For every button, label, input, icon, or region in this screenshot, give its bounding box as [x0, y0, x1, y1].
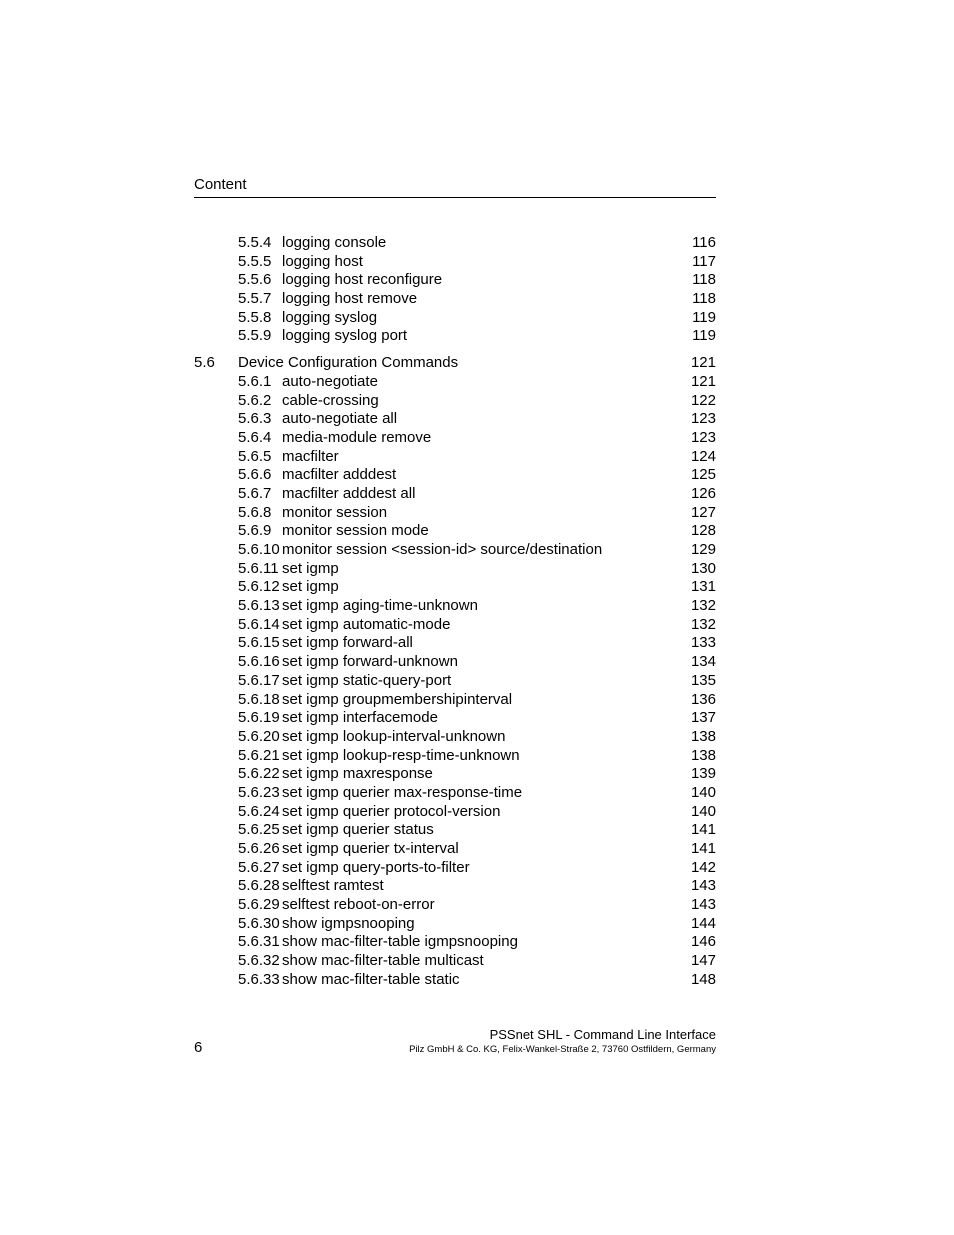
- toc-entry-number: 5.6.6: [238, 466, 272, 484]
- toc-entry-page: 144: [690, 914, 716, 932]
- toc-entry: [194, 253, 716, 272]
- toc-entry-title: set igmp querier status: [282, 821, 434, 839]
- toc-entry-title: show mac-filter-table static: [282, 970, 460, 988]
- toc-entry: [194, 578, 716, 597]
- toc-entry: [194, 271, 716, 290]
- toc-entry-number: 5.5.5: [238, 252, 272, 270]
- toc-entry-number: 5.6.18: [238, 690, 280, 708]
- toc-entry: [194, 672, 716, 691]
- toc-entry-number: 5.6.22: [238, 765, 280, 783]
- toc-entry-title: media-module remove: [282, 428, 432, 446]
- toc-entry-page: 143: [690, 877, 716, 895]
- toc-entry: [194, 803, 716, 822]
- toc-entry: [194, 309, 716, 328]
- toc-entry-title: set igmp querier protocol-version: [282, 802, 501, 820]
- toc-entry: [194, 234, 716, 253]
- toc-entry-number: 5.6.28: [238, 877, 280, 895]
- toc-entry: [194, 952, 716, 971]
- toc-entry-number: 5.6.5: [238, 447, 272, 465]
- toc-entry-number: 5.5.9: [238, 327, 272, 345]
- toc-entry: [194, 691, 716, 710]
- toc-entry-page: 121: [690, 354, 716, 372]
- toc-entry-title: set igmp forward-all: [282, 634, 413, 652]
- toc-entry-page: 117: [692, 252, 716, 270]
- toc-entry-page: 140: [690, 802, 716, 820]
- toc-entry-title: set igmp query-ports-to-filter: [282, 858, 470, 876]
- toc-entry: [194, 747, 716, 766]
- toc-entry-page: 141: [690, 821, 716, 839]
- toc-entry-page: 148: [690, 970, 716, 988]
- toc-entry: [194, 597, 716, 616]
- toc-entry: [194, 784, 716, 803]
- toc-entry-page: 135: [690, 671, 716, 689]
- toc-entry-number: 5.6.31: [238, 933, 280, 951]
- toc-entry-number: 5.6.9: [238, 522, 272, 540]
- toc-entry-title: show igmpsnooping: [282, 914, 415, 932]
- toc-entry-page: 136: [690, 690, 716, 708]
- toc-entry-number: 5.6.20: [238, 727, 280, 745]
- toc-entry: [194, 541, 716, 560]
- toc-entry-title: monitor session: [282, 503, 388, 521]
- toc-entry-page: 132: [690, 597, 716, 615]
- toc-entry-title: show mac-filter-table multicast: [282, 952, 484, 970]
- toc-entry-title: set igmp automatic-mode: [282, 615, 451, 633]
- toc-entry-number: 5.6.19: [238, 709, 280, 727]
- toc-entry-number: 5.6.25: [238, 821, 280, 839]
- toc-entry: [194, 290, 716, 309]
- toc-entry-page: 118: [692, 290, 716, 308]
- toc-entry-number: 5.6.8: [238, 503, 272, 521]
- toc-entry-page: 123: [690, 410, 716, 428]
- toc-entry-title: monitor session <session-id> source/destination: [282, 541, 603, 558]
- toc-entry: [194, 392, 716, 411]
- toc-entry: [194, 915, 716, 934]
- toc-entry-title: logging host remove: [282, 290, 418, 308]
- toc-entry: [194, 971, 716, 990]
- toc-entry-title: set igmp lookup-interval-unknown: [282, 727, 506, 745]
- toc-entry-title: selftest ramtest: [282, 877, 384, 895]
- toc-entry-number: 5.6.12: [238, 578, 280, 596]
- toc-entry: [194, 840, 716, 859]
- toc-entry-page: 132: [690, 615, 716, 633]
- toc-entry: [194, 504, 716, 523]
- toc-entry: [194, 933, 716, 952]
- toc-entry-page: 127: [690, 503, 716, 521]
- footer: [409, 1027, 716, 1056]
- toc-entry-title: set igmp querier max-response-time: [282, 783, 523, 801]
- toc-entry-number: 5.6.7: [238, 484, 272, 502]
- header-title: Content: [194, 176, 247, 193]
- toc-entry-title: set igmp lookup-resp-time-unknown: [282, 746, 520, 764]
- toc-entry-page: 130: [690, 559, 716, 577]
- toc-entry-title: show mac-filter-table igmpsnooping: [282, 933, 518, 951]
- toc-entry-number: 5.6: [194, 354, 215, 372]
- toc-entry-page: 146: [690, 933, 716, 951]
- toc-entry-page: 128: [690, 522, 716, 540]
- toc-entry-number: 5.6.14: [238, 615, 280, 633]
- toc-entry-number: 5.6.21: [238, 746, 280, 764]
- toc-entry-page: 123: [690, 428, 716, 446]
- toc-entry-number: 5.6.30: [238, 914, 280, 932]
- toc-entry-page: 141: [690, 840, 716, 857]
- toc-entry-title: auto-negotiate: [282, 372, 378, 390]
- toc-entry: [194, 821, 716, 840]
- toc-entry-title: logging syslog: [282, 308, 378, 326]
- toc-entry-number: 5.6.1: [238, 372, 272, 390]
- toc-entry-title: set igmp forward-unknown: [282, 653, 458, 671]
- toc-entry-number: 5.6.33: [238, 970, 280, 988]
- footer-address: Pilz GmbH & Co. KG, Felix-Wankel-Straße 2, 73760 Ostfildern, Germany: [409, 1044, 716, 1055]
- toc-entry-page: 126: [690, 484, 716, 502]
- toc-entry-page: 133: [690, 634, 716, 652]
- toc-entry-number: 5.6.11: [238, 559, 279, 577]
- toc-entry-page: 140: [690, 783, 716, 801]
- toc-entry-page: 125: [690, 466, 716, 484]
- toc-entry-title: Device Configuration Commands: [238, 354, 459, 372]
- toc-entry-title: macfilter adddest: [282, 466, 397, 484]
- toc-entry-title: logging host reconfigure: [282, 271, 443, 289]
- toc-entry-title: set igmp: [282, 559, 339, 577]
- toc-entry-page: 119: [692, 327, 716, 345]
- footer-document-title: PSSnet SHL - Command Line Interface: [489, 1027, 716, 1042]
- toc-entry-title: set igmp aging-time-unknown: [282, 597, 478, 615]
- toc-entry: [194, 709, 716, 728]
- toc-entry: [194, 522, 716, 541]
- toc-entry: [194, 634, 716, 653]
- toc-entry-title: set igmp maxresponse: [282, 765, 433, 783]
- toc-entry-page: 138: [690, 746, 716, 764]
- toc-entry-title: set igmp interfacemode: [282, 709, 438, 727]
- toc-entry-number: 5.6.32: [238, 952, 280, 970]
- toc-entry-number: 5.6.29: [238, 896, 280, 914]
- toc-entry-number: 5.5.7: [238, 290, 272, 308]
- toc-entry: [194, 466, 716, 485]
- toc-entry: [194, 485, 716, 504]
- toc-entry-page: 139: [690, 765, 716, 783]
- toc-entry: [194, 728, 716, 747]
- toc-entry-page: 124: [690, 447, 716, 465]
- toc-entry: [194, 616, 716, 635]
- toc-entry-page: 131: [690, 578, 716, 596]
- toc-entry-title: macfilter adddest all: [282, 484, 416, 502]
- toc-entry-page: 118: [692, 271, 716, 289]
- toc-entry-number: 5.6.23: [238, 783, 280, 801]
- toc-entry-number: 5.6.16: [238, 653, 280, 671]
- toc-entry-title: logging host: [282, 252, 363, 270]
- toc-entry-title: set igmp groupmembershipinterval: [282, 690, 513, 708]
- toc-entry-title: set igmp: [282, 578, 339, 596]
- page-number: 6: [194, 1039, 203, 1056]
- toc-entry: [194, 448, 716, 467]
- toc-entry-number: 5.5.6: [238, 271, 272, 289]
- toc-entry-number: 5.6.13: [238, 597, 280, 615]
- toc-entry-page: 116: [692, 234, 716, 251]
- toc-entry-title: logging console: [282, 234, 387, 251]
- toc-entry-page: 134: [690, 653, 716, 671]
- toc-entry-title: monitor session mode: [282, 522, 429, 540]
- toc-entry-number: 5.6.17: [238, 671, 280, 689]
- toc-entry-page: 129: [690, 541, 716, 558]
- toc-entry-page: 147: [690, 952, 716, 970]
- toc-entry-title: cable-crossing: [282, 391, 379, 409]
- toc-entry-number: 5.6.27: [238, 858, 280, 876]
- toc-entry-number: 5.6.15: [238, 634, 280, 652]
- toc-entry-page: 143: [690, 896, 716, 914]
- toc-entry-title: selftest reboot-on-error: [282, 896, 435, 914]
- toc-entry: [194, 877, 716, 896]
- toc-entry: [194, 765, 716, 784]
- toc-entry: [194, 653, 716, 672]
- toc-section-entry: [194, 354, 716, 373]
- toc-entry-number: 5.5.4: [238, 234, 272, 251]
- toc-entry: [194, 859, 716, 878]
- toc-entry: [194, 410, 716, 429]
- toc-entry-title: auto-negotiate all: [282, 410, 398, 428]
- toc-entry-number: 5.6.10: [238, 541, 280, 558]
- toc-entry-number: 5.5.8: [238, 308, 272, 326]
- toc-entry-page: 121: [690, 372, 716, 390]
- page-header: [194, 176, 716, 198]
- toc-entry: [194, 327, 716, 346]
- toc-entry-page: 119: [692, 308, 716, 326]
- toc-entry-title: macfilter: [282, 447, 339, 465]
- toc-entry-number: 5.6.3: [238, 410, 272, 428]
- toc-entry-number: 5.6.24: [238, 802, 280, 820]
- toc-entry-page: 142: [690, 858, 716, 876]
- toc-entry-page: 138: [690, 727, 716, 745]
- toc-entry: [194, 560, 716, 579]
- table-of-contents: [194, 234, 716, 990]
- toc-entry-title: logging syslog port: [282, 327, 408, 345]
- toc-entry-number: 5.6.4: [238, 428, 272, 446]
- toc-entry-title: set igmp static-query-port: [282, 671, 452, 689]
- toc-entry-number: 5.6.2: [238, 391, 272, 409]
- toc-entry-page: 122: [690, 391, 716, 409]
- toc-entry: [194, 429, 716, 448]
- toc-entry: [194, 373, 716, 392]
- toc-entry: [194, 896, 716, 915]
- toc-entry-number: 5.6.26: [238, 840, 280, 857]
- toc-entry-title: set igmp querier tx-interval: [282, 840, 459, 857]
- toc-entry-page: 137: [690, 709, 716, 727]
